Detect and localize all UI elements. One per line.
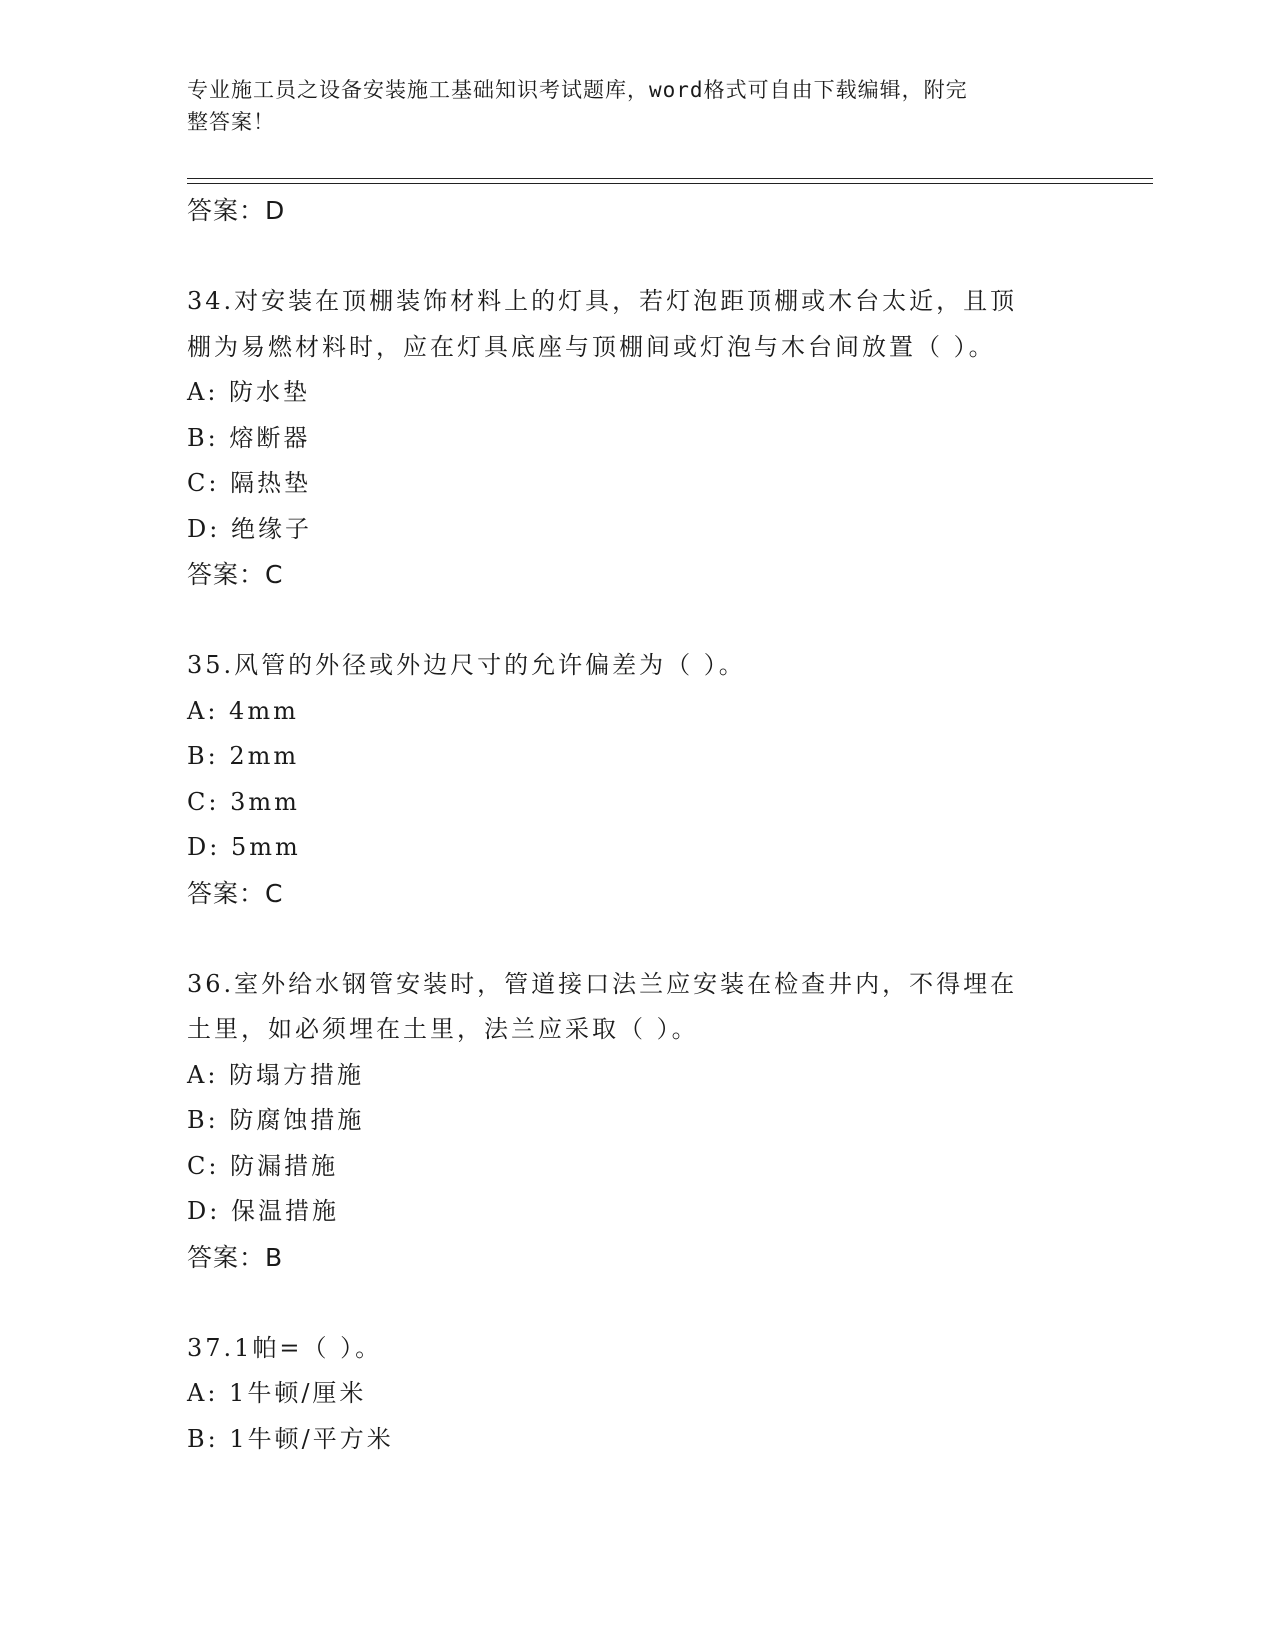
- answer: 答案：C: [187, 878, 284, 908]
- option-d: D: 绝缘子: [187, 514, 312, 543]
- answer: 答案：C: [187, 560, 284, 589]
- option-c: C: 防漏措施: [187, 1151, 339, 1180]
- option-b: B: 2mm: [187, 742, 300, 770]
- question-stem: 37.1帕=（ ）。: [187, 1333, 383, 1362]
- option-c: C: 3mm: [187, 787, 300, 816]
- question-list: [187, 188, 1087, 1462]
- header-line-1: 专业施工员之设备安装施工基础知识考试题库，word格式可自由下载编辑，附完: [187, 78, 968, 102]
- question-36: [187, 962, 1087, 1281]
- question-stem: 35.风管的外径或外边尺寸的允许偏差为（ ）。: [187, 651, 746, 679]
- header-line-2: 整答案！: [187, 110, 275, 134]
- answer: 答案：B: [187, 1242, 284, 1272]
- question-stem: 棚为易燃材料时，应在灯具底座与顶棚间或灯泡与木台间放置（ ）。: [187, 332, 996, 361]
- option-b: B: 1牛顿/平方米: [187, 1424, 394, 1453]
- option-a: A: 4mm: [187, 696, 299, 725]
- option-a: A: 防水垫: [187, 378, 311, 406]
- document-header: [187, 74, 1067, 138]
- answer-previous: 答案：D: [187, 196, 286, 225]
- question-35: [187, 643, 1087, 916]
- option-d: D: 5mm: [187, 833, 301, 861]
- question-stem: 土里，如必须埋在土里，法兰应采取（ ）。: [187, 1015, 699, 1043]
- option-a: A: 防塌方措施: [187, 1060, 365, 1089]
- option-d: D: 保温措施: [187, 1197, 339, 1225]
- option-b: B: 防腐蚀措施: [187, 1106, 365, 1134]
- question-stem: 34.对安装在顶棚装饰材料上的灯具，若灯泡距顶棚或木台太近，且顶: [187, 287, 1018, 315]
- question-stem: 36.室外给水钢管安装时，管道接口法兰应安装在检查井内，不得埋在: [187, 969, 1018, 998]
- option-c: C: 隔热垫: [187, 469, 312, 497]
- header-divider-bottom: [187, 183, 1153, 184]
- header-divider-top: [187, 178, 1153, 179]
- option-b: B: 熔断器: [187, 423, 311, 452]
- question-37: [187, 1326, 1087, 1463]
- option-a: A: 1牛顿/厘米: [187, 1379, 367, 1407]
- question-34: [187, 279, 1087, 598]
